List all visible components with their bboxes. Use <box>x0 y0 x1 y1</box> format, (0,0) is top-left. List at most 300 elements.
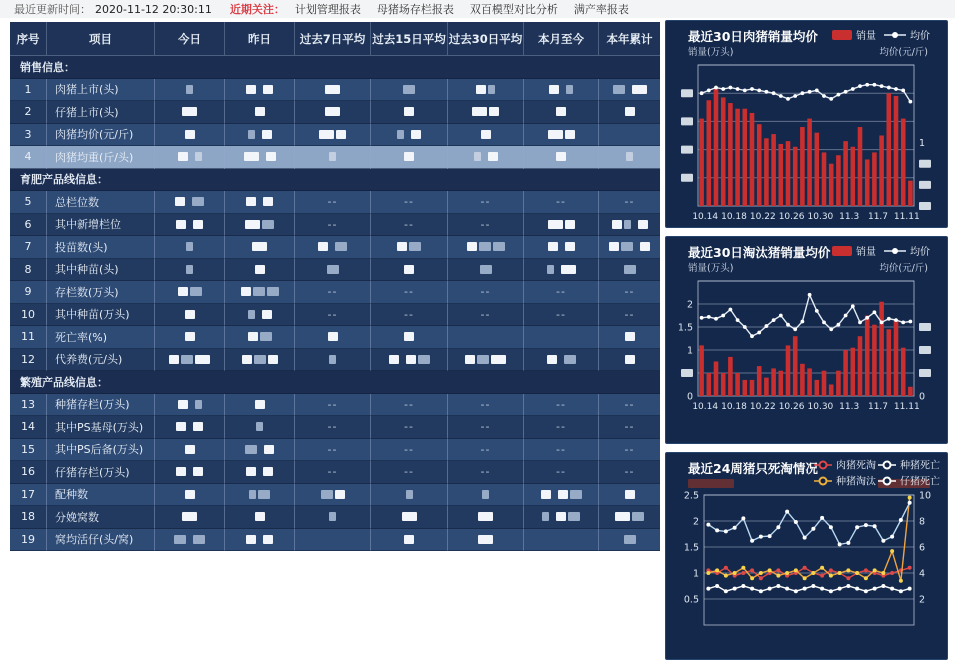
row-item-label: 其中种苗(头) <box>47 259 155 282</box>
series-marker[interactable] <box>794 520 798 524</box>
redacted-value-block <box>480 265 492 274</box>
line-marker[interactable] <box>757 88 761 92</box>
row-item-label: 死亡率(%) <box>47 326 155 349</box>
series-marker[interactable] <box>811 527 815 531</box>
series-marker[interactable] <box>855 571 859 575</box>
redacted-value-block <box>404 265 414 274</box>
column-header-7: 本月至今 <box>524 22 599 56</box>
series-marker[interactable] <box>759 589 763 593</box>
series-marker[interactable] <box>846 568 850 572</box>
series-marker[interactable] <box>899 589 903 593</box>
redacted-value-block <box>241 287 251 296</box>
bar[interactable] <box>807 368 812 396</box>
table-row-8[interactable] <box>10 259 660 282</box>
x-tick-label: 11.7 <box>867 402 889 412</box>
series-marker[interactable] <box>776 584 780 588</box>
chart-title: 最近30日肉猪销量均价 <box>688 29 818 44</box>
series-marker[interactable] <box>715 528 719 532</box>
bar[interactable] <box>822 371 827 396</box>
table-row-10[interactable] <box>10 304 660 327</box>
bar[interactable] <box>865 316 870 397</box>
series-marker[interactable] <box>873 568 877 572</box>
bar[interactable] <box>779 371 784 396</box>
table-row-6[interactable] <box>10 214 660 237</box>
row-number: 2 <box>10 101 47 124</box>
value-cell <box>524 506 599 529</box>
series-marker[interactable] <box>724 566 728 570</box>
line-marker[interactable] <box>829 327 833 331</box>
bar[interactable] <box>757 124 762 206</box>
legend-label: 仔猪死亡 <box>900 476 940 488</box>
series-marker[interactable] <box>881 584 885 588</box>
bar[interactable] <box>721 97 726 206</box>
series-marker[interactable] <box>750 576 754 580</box>
line-marker[interactable] <box>865 316 869 320</box>
line-marker[interactable] <box>829 97 833 101</box>
bar[interactable] <box>843 350 848 396</box>
line-marker[interactable] <box>851 304 855 308</box>
series-marker[interactable] <box>750 539 754 543</box>
bar[interactable] <box>872 325 877 396</box>
bar[interactable] <box>714 88 719 206</box>
value-cell <box>524 394 599 417</box>
line-marker[interactable] <box>779 314 783 318</box>
value-cell <box>448 304 524 327</box>
bar[interactable] <box>714 362 719 397</box>
series-marker[interactable] <box>741 516 745 520</box>
bar[interactable] <box>786 141 791 206</box>
line-marker[interactable] <box>743 88 747 92</box>
table-row-17[interactable] <box>10 484 660 507</box>
value-cell <box>155 349 225 372</box>
bar[interactable] <box>728 103 733 206</box>
line-marker[interactable] <box>887 317 891 321</box>
series-marker[interactable] <box>759 535 763 539</box>
series-marker[interactable] <box>890 549 894 553</box>
series-marker[interactable] <box>846 576 850 580</box>
series-marker[interactable] <box>873 587 877 591</box>
table-row-15[interactable] <box>10 439 660 462</box>
redacted-value-block <box>547 265 554 274</box>
bar[interactable] <box>879 136 884 207</box>
line-marker[interactable] <box>858 321 862 325</box>
bar[interactable] <box>735 109 740 206</box>
line-marker[interactable] <box>909 320 913 324</box>
table-row-9[interactable] <box>10 281 660 304</box>
bar[interactable] <box>735 373 740 396</box>
bar[interactable] <box>851 348 856 396</box>
series-marker[interactable] <box>811 571 815 575</box>
table-row-13[interactable] <box>10 394 660 417</box>
bar[interactable] <box>908 387 913 396</box>
series-marker[interactable] <box>864 568 868 572</box>
bar[interactable] <box>721 373 726 396</box>
series-marker[interactable] <box>864 589 868 593</box>
series-marker[interactable] <box>829 574 833 578</box>
line-marker[interactable] <box>894 318 898 322</box>
series-marker[interactable] <box>741 584 745 588</box>
table-row-14[interactable] <box>10 416 660 439</box>
section-header-2: 繁殖产品线信息： <box>10 371 660 394</box>
value-cell <box>599 349 660 372</box>
line-marker[interactable] <box>772 91 776 95</box>
table-row-2[interactable] <box>10 101 660 124</box>
value-cell <box>524 304 599 327</box>
series-marker[interactable] <box>838 571 842 575</box>
line-marker[interactable] <box>721 314 725 318</box>
bar[interactable] <box>771 134 776 206</box>
value-cell <box>295 349 371 372</box>
bar[interactable] <box>800 127 805 206</box>
line-marker[interactable] <box>793 94 797 98</box>
line-marker[interactable] <box>779 94 783 98</box>
series-marker[interactable] <box>785 510 789 514</box>
bar[interactable] <box>901 348 906 396</box>
redacted-value-block <box>418 355 430 364</box>
value-cell <box>599 146 660 169</box>
nav-links <box>295 1 645 17</box>
line-marker[interactable] <box>786 323 790 327</box>
axis-tick-label: 8 <box>919 516 926 528</box>
series-marker[interactable] <box>881 571 885 575</box>
value-cell <box>225 281 295 304</box>
series-marker[interactable] <box>838 542 842 546</box>
bar[interactable] <box>707 100 712 206</box>
bar[interactable] <box>894 320 899 396</box>
updated-time-label: 最近更新时间： <box>14 3 91 16</box>
line-marker[interactable] <box>865 83 869 87</box>
series-marker[interactable] <box>820 516 824 520</box>
series-marker[interactable] <box>706 571 710 575</box>
line-marker[interactable] <box>815 88 819 92</box>
redacted-value-block <box>621 242 633 251</box>
line-marker[interactable] <box>714 86 718 90</box>
series-marker[interactable] <box>855 525 859 529</box>
series-marker[interactable] <box>733 526 737 530</box>
bar[interactable] <box>908 181 913 206</box>
line-marker[interactable] <box>837 323 841 327</box>
value-cell <box>155 236 225 259</box>
series-marker[interactable] <box>890 587 894 591</box>
value-cell <box>295 416 371 439</box>
redacted-value-block <box>336 130 346 139</box>
table-row-16[interactable] <box>10 461 660 484</box>
line-marker[interactable] <box>801 91 805 95</box>
series-marker[interactable] <box>899 518 903 522</box>
table-row-19[interactable] <box>10 529 660 552</box>
no-data-dashes: -- <box>556 465 566 479</box>
row-item-label: 代养费(元/头) <box>47 349 155 372</box>
bar[interactable] <box>829 164 834 206</box>
line-marker[interactable] <box>815 309 819 313</box>
line-marker[interactable] <box>707 315 711 319</box>
line-marker[interactable] <box>793 327 797 331</box>
series-marker[interactable] <box>829 525 833 529</box>
nav-link-0[interactable]: 计划管理报表 <box>294 3 361 16</box>
bar[interactable] <box>793 336 798 396</box>
line-marker[interactable] <box>801 320 805 324</box>
line-marker[interactable] <box>822 94 826 98</box>
bar[interactable] <box>829 385 834 397</box>
bar[interactable] <box>901 119 906 206</box>
series-marker[interactable] <box>794 589 798 593</box>
redacted-value-block <box>493 242 505 251</box>
bar[interactable] <box>879 302 884 396</box>
series-marker[interactable] <box>785 587 789 591</box>
redacted-value-block <box>262 310 272 319</box>
series-marker[interactable] <box>838 587 842 591</box>
value-cell <box>371 304 448 327</box>
bar[interactable] <box>815 380 820 396</box>
table-row-4[interactable] <box>10 146 660 169</box>
axis-tick-label: 0 <box>919 391 926 403</box>
redacted-value-block <box>404 152 414 161</box>
no-data-dashes: -- <box>404 442 414 456</box>
value-cell <box>448 394 524 417</box>
row-number: 5 <box>10 191 47 214</box>
series-marker[interactable] <box>715 584 719 588</box>
series-marker[interactable] <box>846 541 850 545</box>
bar[interactable] <box>779 144 784 206</box>
value-cell <box>524 146 599 169</box>
series-marker[interactable] <box>829 568 833 572</box>
redacted-value-block <box>638 220 648 229</box>
bar[interactable] <box>887 329 892 396</box>
line-marker[interactable] <box>837 93 841 97</box>
line-marker[interactable] <box>772 318 776 322</box>
line-marker[interactable] <box>808 90 812 94</box>
series-marker[interactable] <box>820 566 824 570</box>
line-marker[interactable] <box>851 87 855 91</box>
row-item-label: 仔猪上市(头) <box>47 101 155 124</box>
line-marker[interactable] <box>909 100 913 104</box>
redacted-value-block <box>335 242 347 251</box>
redacted-value-block <box>478 512 493 521</box>
axis-tick-label: 1 <box>692 568 699 580</box>
bar[interactable] <box>771 368 776 396</box>
series-marker[interactable] <box>741 571 745 575</box>
line-marker[interactable] <box>887 86 891 90</box>
line-marker[interactable] <box>858 84 862 88</box>
bar[interactable] <box>757 366 762 396</box>
line-marker[interactable] <box>894 87 898 91</box>
bar[interactable] <box>894 96 899 206</box>
x-tick-label: 10.18 <box>721 402 747 412</box>
bar[interactable] <box>836 155 841 206</box>
redacted-value-block <box>254 355 266 364</box>
table-row-3[interactable] <box>10 124 660 147</box>
no-data-dashes: -- <box>624 285 635 299</box>
series-marker[interactable] <box>803 566 807 570</box>
series-marker[interactable] <box>820 587 824 591</box>
series-marker[interactable] <box>899 579 903 583</box>
series-marker[interactable] <box>908 566 912 570</box>
series-marker[interactable] <box>768 534 772 538</box>
series-marker[interactable] <box>759 571 763 575</box>
line-marker[interactable] <box>700 91 704 95</box>
redacted-value-block <box>566 85 573 94</box>
bar[interactable] <box>743 380 748 396</box>
bar[interactable] <box>865 159 870 206</box>
redacted-value-block <box>263 85 273 94</box>
bar[interactable] <box>699 345 704 396</box>
series-marker[interactable] <box>811 584 815 588</box>
bar[interactable] <box>743 109 748 206</box>
value-cell <box>599 326 660 349</box>
line-marker[interactable] <box>873 83 877 87</box>
series-marker[interactable] <box>820 574 824 578</box>
line-marker[interactable] <box>880 321 884 325</box>
redacted-value-block <box>174 535 186 544</box>
line-marker[interactable] <box>880 84 884 88</box>
table-row-7[interactable] <box>10 236 660 259</box>
bar[interactable] <box>750 113 755 206</box>
line-marker[interactable] <box>750 87 754 91</box>
chart-legend[interactable] <box>814 459 940 488</box>
bar[interactable] <box>764 378 769 396</box>
line-marker[interactable] <box>765 324 769 328</box>
series-marker[interactable] <box>750 587 754 591</box>
line-marker[interactable] <box>721 87 725 91</box>
bar[interactable] <box>858 127 863 206</box>
series-marker[interactable] <box>741 566 745 570</box>
series-marker[interactable] <box>846 584 850 588</box>
line-marker[interactable] <box>901 321 905 325</box>
table-row-1[interactable] <box>10 79 660 102</box>
series-marker[interactable] <box>908 501 912 505</box>
series-marker[interactable] <box>908 587 912 591</box>
series-marker[interactable] <box>776 568 780 572</box>
series-marker[interactable] <box>908 496 912 500</box>
value-cell <box>524 236 599 259</box>
bar[interactable] <box>858 336 863 396</box>
series-marker[interactable] <box>881 539 885 543</box>
redacted-value-block <box>402 512 417 521</box>
line-marker[interactable] <box>844 314 848 318</box>
series-marker[interactable] <box>724 529 728 533</box>
bar[interactable] <box>786 345 791 396</box>
bar[interactable] <box>843 141 848 206</box>
line-marker[interactable] <box>765 90 769 94</box>
table-row-12[interactable] <box>10 349 660 372</box>
line-marker[interactable] <box>786 97 790 101</box>
series-marker[interactable] <box>864 523 868 527</box>
redacted-value-block <box>389 355 399 364</box>
line-marker[interactable] <box>808 293 812 297</box>
series-marker[interactable] <box>864 576 868 580</box>
series-marker[interactable] <box>715 568 719 572</box>
no-data-dashes: -- <box>404 420 414 434</box>
bar[interactable] <box>728 357 733 396</box>
series-marker[interactable] <box>733 571 737 575</box>
series-marker[interactable] <box>855 587 859 591</box>
bar[interactable] <box>887 93 892 206</box>
line-marker[interactable] <box>822 321 826 325</box>
line-marker[interactable] <box>729 308 733 312</box>
line-marker[interactable] <box>736 318 740 322</box>
bar[interactable] <box>707 373 712 396</box>
series-marker[interactable] <box>750 568 754 572</box>
nav-link-1[interactable]: 母猪场存栏报表 <box>376 3 454 16</box>
series-marker[interactable] <box>724 589 728 593</box>
series-marker[interactable] <box>733 587 737 591</box>
redacted-value-block <box>256 422 263 431</box>
series-marker[interactable] <box>706 523 710 527</box>
nav-link-3[interactable]: 满产率报表 <box>573 3 629 16</box>
series-marker[interactable] <box>890 535 894 539</box>
bar[interactable] <box>815 133 820 206</box>
bar[interactable] <box>699 119 704 206</box>
redacted-value-block <box>624 220 631 229</box>
bar[interactable] <box>807 119 812 206</box>
series-marker[interactable] <box>829 589 833 593</box>
series-marker[interactable] <box>890 571 894 575</box>
line-marker[interactable] <box>873 310 877 314</box>
column-header-5: 过去15日平均 <box>371 22 448 56</box>
series-marker[interactable] <box>803 536 807 540</box>
no-data-dashes: -- <box>327 285 338 299</box>
series-marker[interactable] <box>776 525 780 529</box>
series-marker[interactable] <box>785 571 789 575</box>
bar[interactable] <box>822 152 827 206</box>
table-row-5[interactable] <box>10 191 660 214</box>
value-cell <box>371 124 448 147</box>
line-marker[interactable] <box>736 87 740 91</box>
value-cell <box>599 416 660 439</box>
nav-link-2[interactable]: 双百模型对比分析 <box>469 3 558 16</box>
redacted-value-block <box>625 490 635 499</box>
line-marker[interactable] <box>750 334 754 338</box>
redacted-value-block <box>615 512 630 521</box>
line-marker[interactable] <box>707 88 711 92</box>
line-marker[interactable] <box>844 90 848 94</box>
line-marker[interactable] <box>729 86 733 90</box>
chart-legend[interactable] <box>832 245 930 258</box>
value-cell <box>155 281 225 304</box>
series-marker[interactable] <box>873 524 877 528</box>
value-cell <box>225 506 295 529</box>
legend-label: 种猪淘汰 <box>836 476 876 488</box>
series-marker[interactable] <box>706 587 710 591</box>
bar[interactable] <box>793 147 798 206</box>
line-marker[interactable] <box>901 88 905 92</box>
bar[interactable] <box>750 380 755 396</box>
line-marker[interactable] <box>757 331 761 335</box>
series-marker[interactable] <box>768 568 772 572</box>
table-row-18[interactable] <box>10 506 660 529</box>
series-marker[interactable] <box>724 574 728 578</box>
line-marker[interactable] <box>700 316 704 320</box>
line-marker[interactable] <box>714 317 718 321</box>
bar[interactable] <box>872 152 877 206</box>
bar[interactable] <box>851 147 856 206</box>
redacted-value-block <box>632 512 644 521</box>
line-marker[interactable] <box>743 325 747 329</box>
bar[interactable] <box>764 138 769 206</box>
bar[interactable] <box>836 371 841 396</box>
bar[interactable] <box>800 364 805 396</box>
value-cell <box>599 304 660 327</box>
series-marker[interactable] <box>803 576 807 580</box>
series-marker[interactable] <box>768 587 772 591</box>
series-marker[interactable] <box>803 587 807 591</box>
table-row-11[interactable] <box>10 326 660 349</box>
chart-legend[interactable] <box>832 29 930 42</box>
series-marker[interactable] <box>794 568 798 572</box>
series-marker[interactable] <box>776 574 780 578</box>
value-cell <box>371 101 448 124</box>
series-marker[interactable] <box>759 576 763 580</box>
